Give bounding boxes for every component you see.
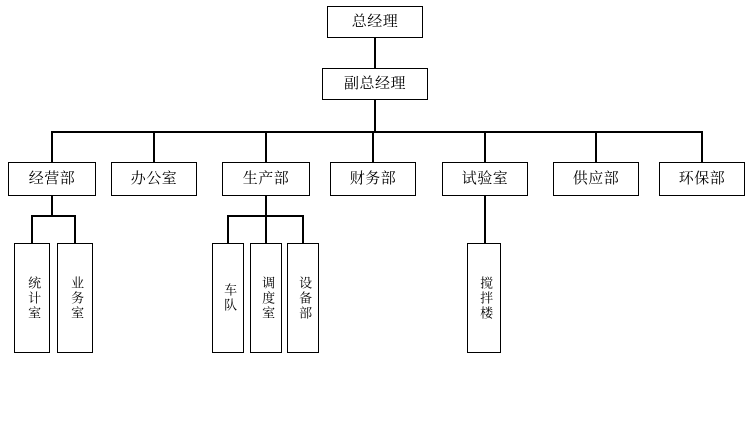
connector-to-huanbaobu (701, 131, 703, 162)
node-jingyingbu[interactable] (8, 162, 96, 196)
node-shebeibu[interactable] (287, 243, 319, 353)
node-label: 财务部 (349, 169, 397, 188)
node-label: 业务室 (68, 275, 84, 321)
node-huanbaobu[interactable] (659, 162, 745, 196)
connector-jingyingbu-down (51, 196, 53, 216)
connector-dgm-down (374, 100, 376, 132)
node-label: 副总经理 (343, 74, 406, 93)
connector-to-diaodushi (265, 215, 267, 243)
connector-to-gongyingbu (595, 131, 597, 162)
node-diaodushi[interactable] (250, 243, 282, 353)
connector-to-shiyanshi (484, 131, 486, 162)
node-label: 车队 (221, 283, 237, 313)
node-label: 生产部 (242, 169, 290, 188)
connector-to-cheduei (227, 215, 229, 243)
connector-to-yewushi (74, 215, 76, 243)
connector-to-jingyingbu (51, 131, 53, 162)
node-jiaobanlou[interactable] (467, 243, 501, 353)
connector-jingyingbu-bus (31, 215, 75, 217)
node-label: 总经理 (351, 12, 399, 31)
node-label: 试验室 (461, 169, 509, 188)
node-label: 供应部 (572, 169, 620, 188)
node-tongjishi[interactable] (14, 243, 50, 353)
connector-shengchanbu-down (265, 196, 267, 216)
node-label: 调度室 (259, 275, 275, 321)
node-shengchanbu[interactable] (222, 162, 310, 196)
node-zongjingli[interactable] (327, 6, 423, 38)
node-yewushi[interactable] (57, 243, 93, 353)
connector-to-shengchanbu (265, 131, 267, 162)
node-label: 统计室 (25, 275, 41, 321)
node-label: 设备部 (296, 275, 312, 321)
connector-gm-to-dgm (374, 38, 376, 68)
node-label: 办公室 (130, 169, 178, 188)
connector-to-bangongshi (153, 131, 155, 162)
connector-to-tongjishi (31, 215, 33, 243)
node-gongyingbu[interactable] (553, 162, 639, 196)
node-label: 搅拌楼 (477, 275, 493, 321)
node-cheduei[interactable] (212, 243, 244, 353)
node-shiyanshi[interactable] (442, 162, 528, 196)
node-bangongshi[interactable] (111, 162, 197, 196)
connector-to-caiwubu (372, 131, 374, 162)
node-fuzongjingli[interactable] (322, 68, 428, 100)
node-label: 经营部 (28, 169, 76, 188)
node-caiwubu[interactable] (330, 162, 416, 196)
connector-level2-bus (51, 131, 703, 133)
connector-to-jiaobanlou (484, 196, 486, 243)
connector-to-shebeibu (302, 215, 304, 243)
node-label: 环保部 (678, 169, 726, 188)
